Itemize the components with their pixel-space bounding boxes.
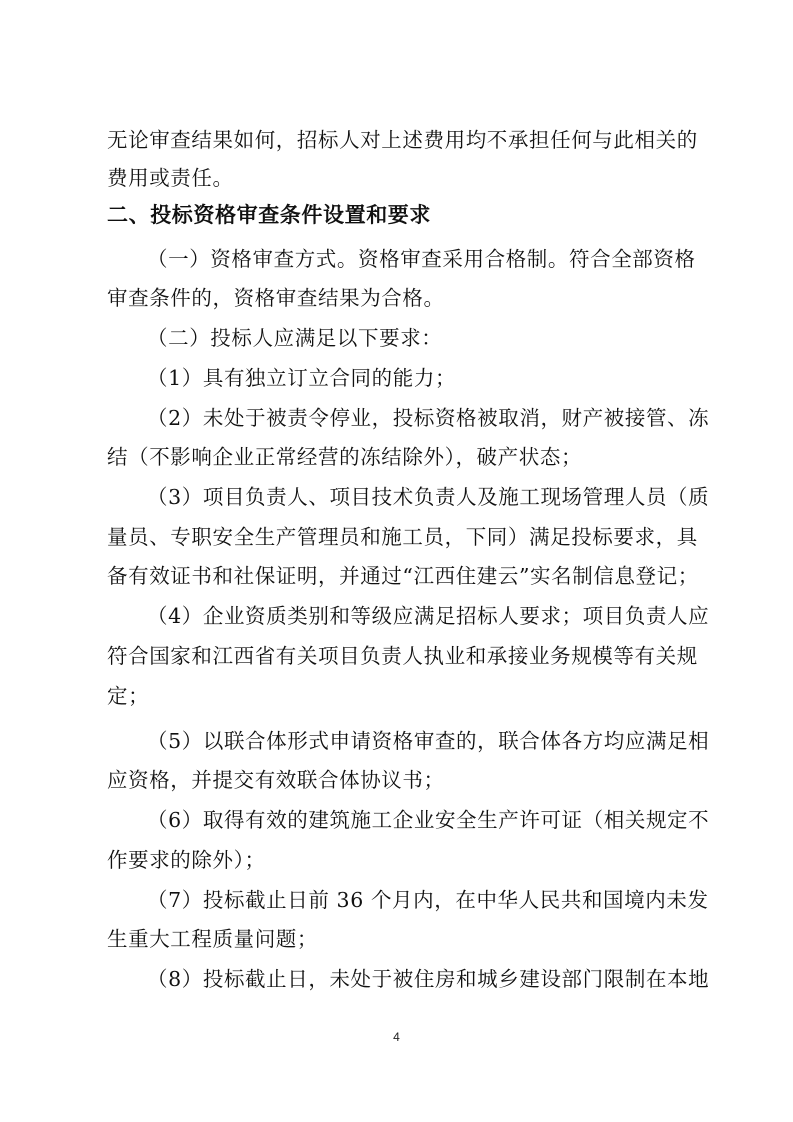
section-heading: 二、投标资格审查条件设置和要求 [107, 203, 431, 227]
list-item-line: 备有效证书和社保证明，并通过“江西住建云”实名制信息登记； [107, 564, 699, 588]
list-item-line: 结（不影响企业正常经营的冻结除外），破产状态； [107, 445, 583, 469]
body-text-line: （二）投标人应满足以下要求： [147, 326, 443, 350]
list-item-line: （8）投标截止日，未处于被住房和城乡建设部门限制在本地 [147, 967, 710, 991]
list-item-line: 量员、专职安全生产管理员和施工员，下同）满足投标要求，具 [107, 525, 698, 549]
list-item-line: 应资格，并提交有效联合体协议书； [107, 768, 445, 792]
body-text-line: 无论审查结果如何，招标人对上述费用均不承担任何与此相关的 [107, 128, 698, 152]
list-item-line: 作要求的除外）； [107, 848, 266, 872]
list-item-line: （5）以联合体形式申请资格审查的，联合体各方均应满足相 [147, 729, 710, 753]
list-item-line: （2）未处于被责令停业，投标资格被取消，财产被接管、冻 [147, 406, 710, 430]
list-item-line: 生重大工程质量问题； [107, 927, 318, 951]
list-item-line: （4）企业资质类别和等级应满足招标人要求；项目负责人应 [147, 604, 710, 628]
body-text-line: 费用或责任。 [107, 166, 234, 190]
list-item-line: （7）投标截止日前 36 个月内，在中华人民共和国境内未发 [147, 888, 709, 912]
body-text-line: （一）资格审查方式。资格审查采用合格制。符合全部资格 [147, 247, 696, 271]
list-item-line: （3）项目负责人、项目技术负责人及施工现场管理人员（质 [147, 485, 710, 509]
list-item-line: 定； [107, 684, 150, 708]
page-number: 4 [393, 1030, 400, 1044]
body-text-line: 审查条件的，资格审查结果为合格。 [107, 286, 445, 310]
list-item-line: （6）取得有效的建筑施工企业安全生产许可证（相关规定不 [147, 808, 710, 832]
list-item-line: 符合国家和江西省有关项目负责人执业和承接业务规模等有关规 [107, 644, 698, 668]
list-item-line: （1）具有独立订立合同的能力； [147, 366, 457, 390]
